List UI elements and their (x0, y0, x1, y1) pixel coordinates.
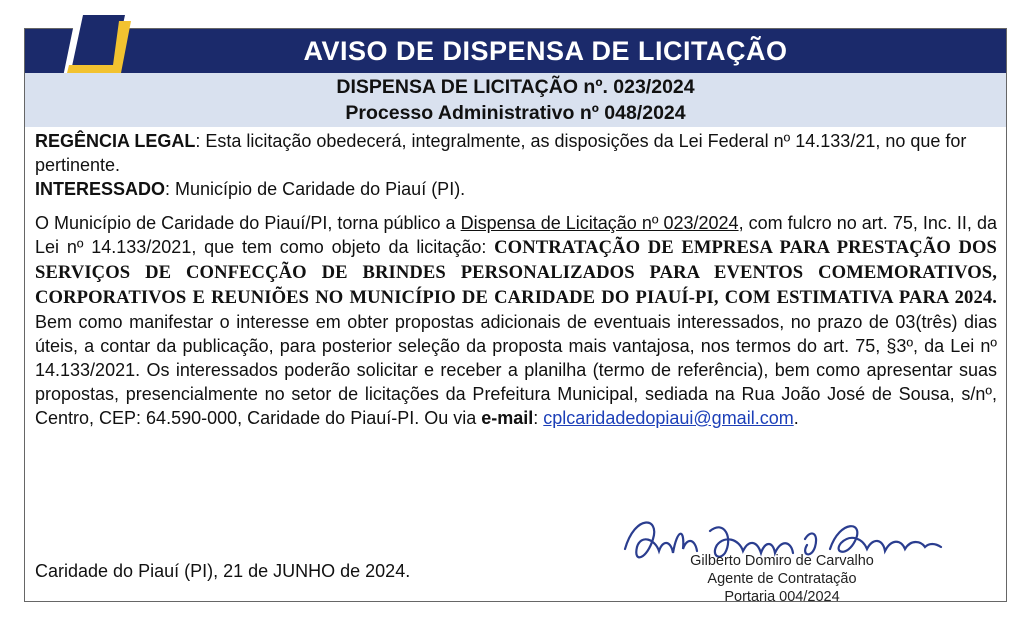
main-paragraph (35, 211, 997, 430)
email-colon: : (533, 408, 544, 428)
dispensa-number: DISPENSA DE LICITAÇÃO nº. 023/2024 (336, 76, 695, 98)
regencia-label: REGÊNCIA LEGAL (35, 131, 196, 151)
intro-text: O Município de Caridade do Piauí/PI, torna público a (35, 213, 461, 233)
regencia-paragraph (35, 129, 997, 177)
regencia-text: : Esta licitação obedecerá, integralmente, as disposições da Lei Federal nº 14.133/21, no que for pertinente. (35, 131, 967, 175)
signatory-role: Agente de Contratação (707, 571, 857, 587)
intro-text-2: , com fulcro no art. 75, Inc. II, da Lei nº 14.133/2021, que tem como objeto da licitação: (35, 213, 998, 257)
rest-text: Bem como manifestar o interesse em obter propostas adicionais de eventuais interessados, no prazo de 03(três) dias úteis, a contar da publicação, para posterior seleção da proposta mais vantajosa, nos termos do art. 75, §3º, da Lei nº 14.133/2021. Os interessados poderão solicitar e receber a planilha (termo de referência), bem como apresentar suas propostas, presencialmente no setor de licitações da Prefeitura Municipal, sediada na Rua João José de Sousa, s/nº, Centro, CEP: 64.590-000, Caridade do Piauí-PI. Ou via (35, 312, 997, 428)
process-number: Processo Administrativo nº 048/2024 (345, 102, 686, 124)
notice-header (25, 29, 1006, 73)
signature-block (637, 552, 927, 606)
notice-body (35, 129, 997, 430)
email-label: e-mail (481, 408, 534, 428)
email-link[interactable]: cplcaridadedopiaui@gmail.com (543, 408, 794, 428)
signatory-portaria: Portaria 004/2024 (724, 589, 840, 605)
dispensa-reference: Dispensa de Licitação nº 023/2024 (460, 213, 739, 233)
interessado-paragraph (35, 177, 997, 201)
interessado-text: : Município de Caridade do Piauí (PI). (165, 179, 466, 199)
closing-date: Caridade do Piauí (PI), 21 de JUNHO de 2024. (35, 561, 411, 581)
object-text: CONTRATAÇÃO DE EMPRESA PARA PRESTAÇÃO DOS SERVIÇOS DE CONFECÇÃO DE BRINDES PERSONALIZADOS PARA EVENTOS COMEMORATIVOS, CORPORATIVOS E REUNIÕES NO MUNICÍPIO DE CARIDADE DO PIAUÍ-PI, COM ESTIMATIVA PARA 2024. (35, 237, 997, 308)
notice-title: AVISO DE DISPENSA DE LICITAÇÃO (303, 36, 788, 66)
end-period: . (793, 408, 799, 428)
process-subheader (25, 73, 1006, 127)
interessado-label: INTERESSADO (35, 179, 166, 199)
notice-frame (24, 28, 1007, 605)
signatory-name: Gilberto Domiro de Carvalho (690, 553, 874, 569)
